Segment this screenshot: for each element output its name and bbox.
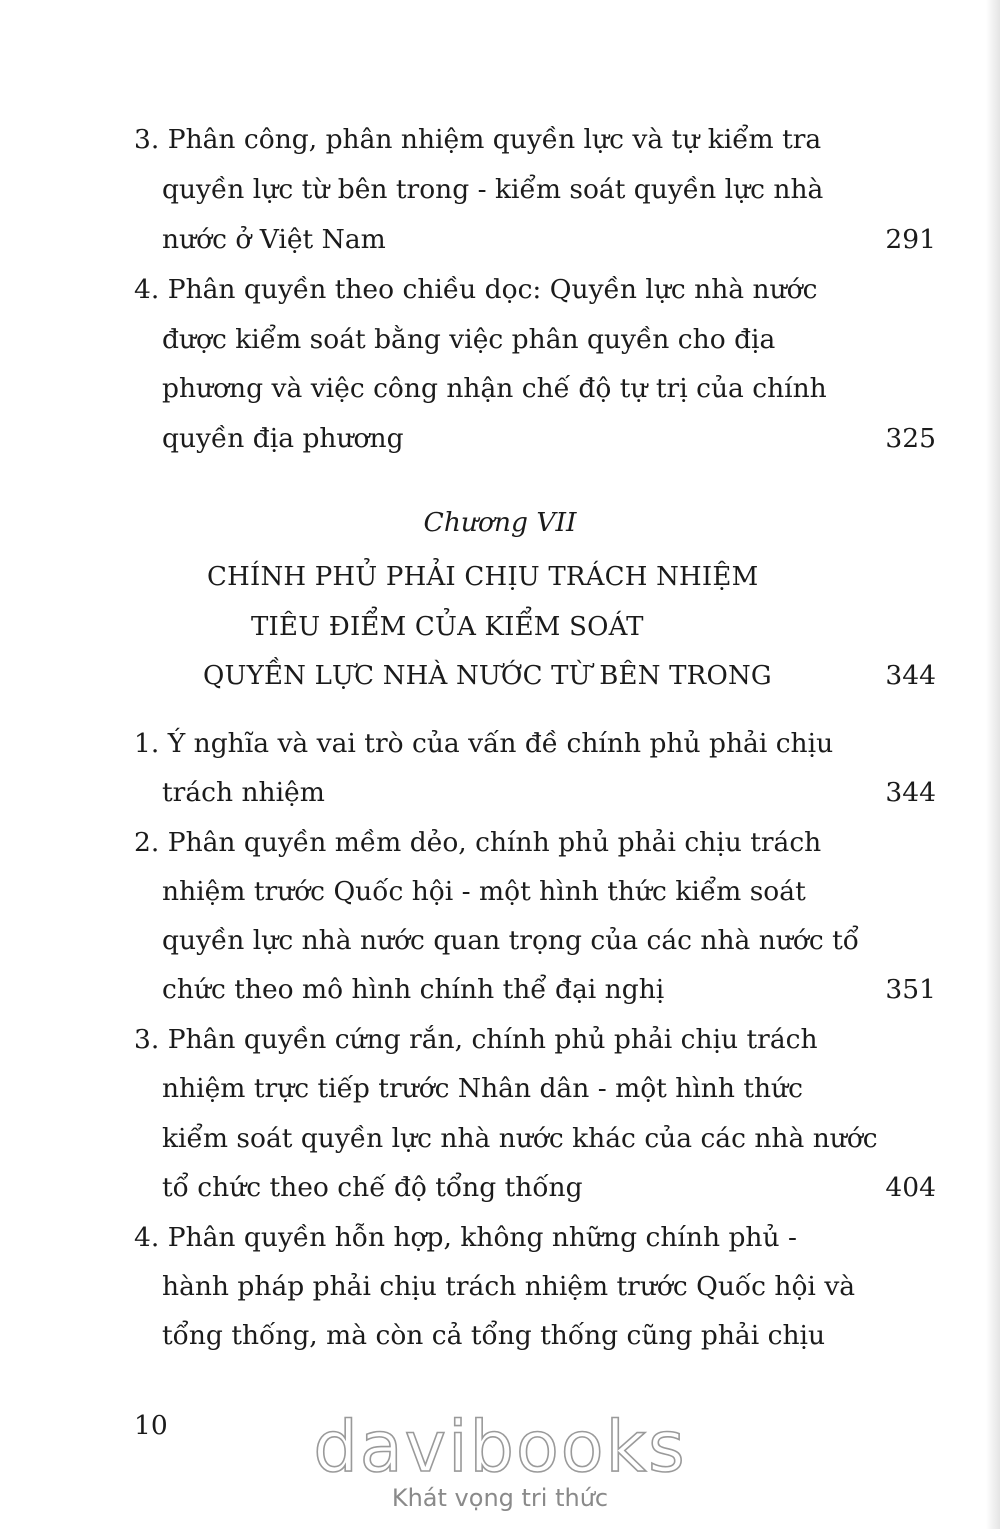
toc-entry-4-page: 325 [885,423,936,454]
toc-entry-2-line-4: chức theo mô hình chính thể đại nghị [162,974,665,1005]
toc-entry-2-page: 351 [885,974,936,1005]
chapter-title-line-3: QUYỀN LỰC NHÀ NƯỚC TỪ BÊN TRONG [203,661,772,691]
toc-entry-2-line-1: 2. Phân quyền mềm dẻo, chính phủ phải chịu trách [134,827,822,858]
toc-entry-4b-line-1: 4. Phân quyền hỗn hợp, không những chính phủ - [134,1222,797,1253]
toc-entry-1-line-1: 1. Ý nghĩa và vai trò của vấn đề chính phủ phải chịu [134,728,834,759]
toc-entry-3-page: 291 [885,224,936,255]
toc-entry-3b-page: 404 [885,1172,936,1203]
toc-entry-3-line-1: 3. Phân công, phân nhiệm quyền lực và tự kiểm tra [134,124,822,155]
toc-entry-3-line-3: nước ở Việt Nam [162,224,386,255]
toc-entry-3b-line-4: tổ chức theo chế độ tổng thống [162,1172,583,1203]
toc-entry-4-line-3: phương và việc công nhận chế độ tự trị của chính [162,373,827,404]
toc-entry-4b-line-2: hành pháp phải chịu trách nhiệm trước Quốc hội và [162,1271,856,1302]
toc-entry-1-page: 344 [885,777,936,808]
chapter-title-line-1: CHÍNH PHỦ PHẢI CHỊU TRÁCH NHIỆM [207,562,759,592]
toc-entry-2-line-2: nhiệm trước Quốc hội - một hình thức kiểm soát [162,876,806,907]
page-edge-shadow [986,0,1000,1529]
toc-entry-4b-line-3: tổng thống, mà còn cả tổng thống cũng phải chịu [162,1320,826,1351]
toc-entry-3b-line-3: kiểm soát quyền lực nhà nước khác của các nhà nước [162,1123,878,1154]
toc-entry-1-line-2: trách nhiệm [162,777,325,808]
toc-entry-4-line-2: được kiểm soát bằng việc phân quyền cho địa [162,324,776,355]
toc-entry-3-line-2: quyền lực từ bên trong - kiểm soát quyền lực nhà [162,174,824,205]
toc-entry-3b-line-1: 3. Phân quyền cứng rắn, chính phủ phải chịu trách [134,1024,818,1055]
chapter-page: 344 [885,660,936,691]
toc-entry-4-line-1: 4. Phân quyền theo chiều dọc: Quyền lực nhà nước [134,274,818,305]
chapter-title-line-2: TIÊU ĐIỂM CỦA KIỂM SOÁT [251,612,644,642]
toc-entry-3b-line-2: nhiệm trực tiếp trước Nhân dân - một hình thức [162,1073,803,1104]
watermark-tagline: Khát vọng tri thức [391,1484,609,1512]
toc-entry-4-line-4: quyền địa phương [162,423,404,454]
toc-entry-2-line-3: quyền lực nhà nước quan trọng của các nhà nước tổ [162,925,859,956]
chapter-label: Chương VII [423,507,577,538]
watermark-logo: davibooks [313,1406,687,1488]
page-number: 10 [134,1410,168,1441]
